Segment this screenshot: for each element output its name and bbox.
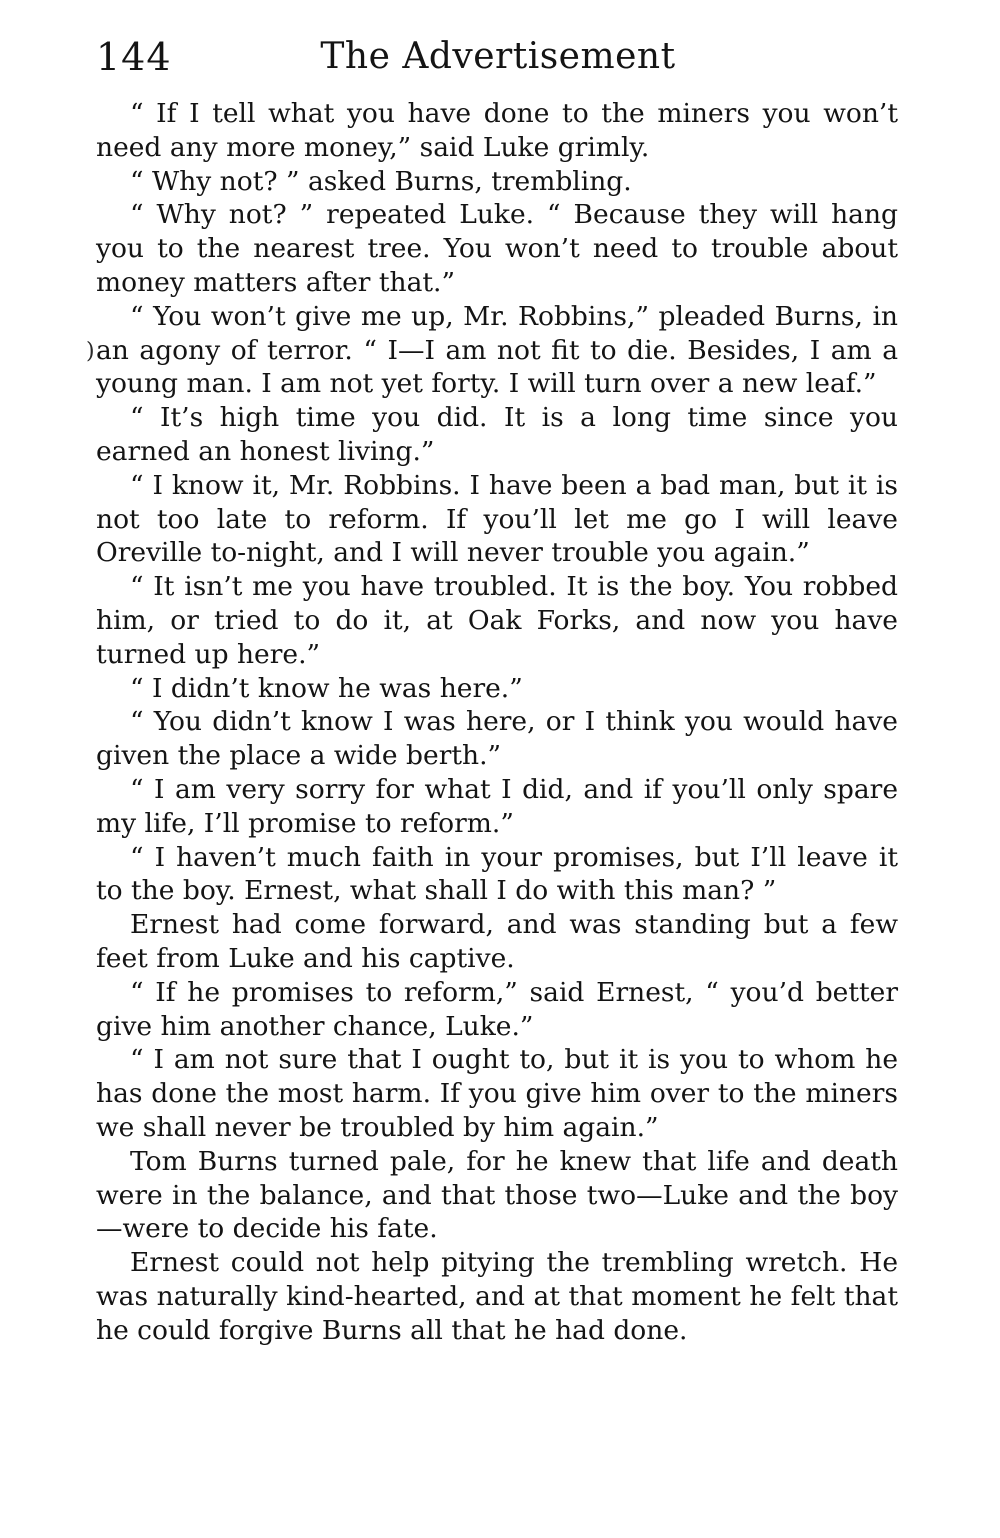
paragraph: “ I know it, Mr. Robbins. I have been a bad man, but it is not too late to reform. If you’ll let me go I will leave Oreville to-night, and I will never trouble you again.” (96, 469, 898, 569)
paragraph: “ Why not? ” asked Burns, trembling. (130, 165, 632, 197)
paragraph: “ I didn’t know he was here.” (130, 672, 523, 704)
page-number: 144 (96, 35, 172, 79)
paragraph: “ I haven’t much faith in your promises, but I’ll leave it to the boy. Ernest, what shall I do with this man? ” (96, 841, 898, 907)
paragraph: Ernest could not help pitying the trembling wretch. He was naturally kind-hearted, and at that moment he felt that he could forgive Burns all that he had done. (96, 1247, 898, 1346)
paragraph: Ernest had come forward, and was standing but a few feet from Luke and his captive. (96, 909, 898, 974)
page-header (96, 28, 900, 88)
paragraph: “ You won’t give me up, Mr. Robbins,” pleaded Burns, in an agony of terror. “ I—I am not fit to die. Besides, I am a young man. I am not yet forty. I will turn over a new leaf.” (96, 300, 898, 400)
paragraph: “ If I tell what you have done to the miners you won’t need any more money,” said Luke grimly. (96, 98, 898, 163)
paragraph: “ I am very sorry for what I did, and if you’ll only spare my life, I’ll promise to reform.” (96, 773, 898, 839)
paragraph: “ It isn’t me you have troubled. It is the boy. You robbed him, or tried to do it, at Oak Forks, and now you have turned up here.” (96, 571, 898, 670)
running-title: The Advertisement (320, 36, 676, 77)
paragraph: Tom Burns turned pale, for he knew that life and death were in the balance, and that those two—Luke and the boy—were to decide his fate. (96, 1145, 898, 1245)
paragraph: “ Why not? ” repeated Luke. “ Because they will hang you to the nearest tree. You won’t need to trouble about money matters after that.” (96, 199, 898, 298)
body-text (96, 97, 898, 1347)
paragraph: “ You didn’t know I was here, or I think you would have given the place a wide berth.” (96, 706, 898, 772)
paragraph: “ If he promises to reform,” said Ernest, “ you’d better give him another chance, Luke.” (96, 976, 898, 1042)
paragraph: “ It’s high time you did. It is a long time since you earned an honest living.” (96, 402, 898, 467)
margin-mark: ) (86, 339, 95, 364)
paragraph: “ I am not sure that I ought to, but it is you to whom he has done the most harm. If you give him over to the miners we shall never be troubled by him again.” (96, 1044, 898, 1143)
